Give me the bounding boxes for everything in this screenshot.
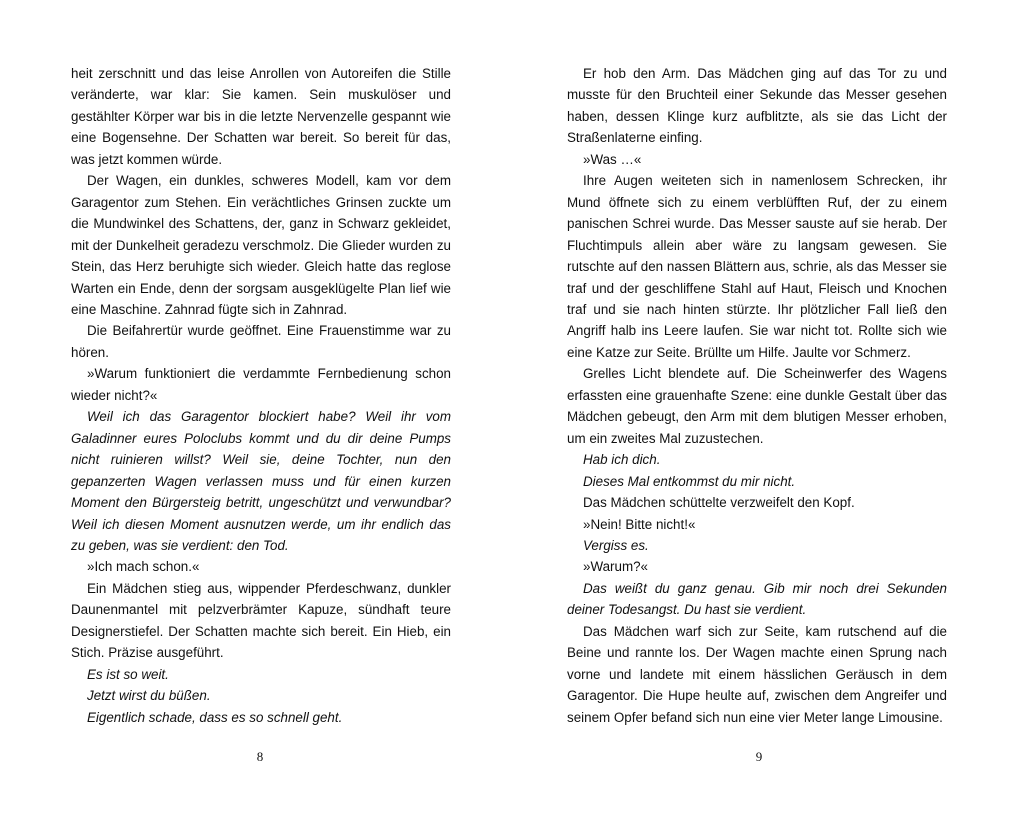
- paragraph: Grelles Licht blendete auf. Die Scheinwerfer des Wagens erfassten eine grauenhafte Szene: eine dunkle Gestalt über das Mädchen gebeugt, den Arm mit dem blutigen Messer erhoben, um ein zweites Mal zuzustechen.: [567, 366, 947, 446]
- paragraph: Das Mädchen schüttelte verzweifelt den Kopf.: [583, 495, 855, 511]
- dialogue-line: »Nein! Bitte nicht!«: [583, 516, 696, 532]
- paragraph: Er hob den Arm. Das Mädchen ging auf das Tor zu und musste für den Bruchteil einer Sekunde das Messer gesehen haben, dessen Klinge kurz aufblitzte, als sie das Licht der Straßenlaterne einfing.: [567, 66, 947, 146]
- paragraph: Der Wagen, ein dunkles, schweres Modell, kam vor dem Garagentor zum Stehen. Ein verächtliches Grinsen zuckte um die Mundwinkel des Schattens, der, ganz in Schwarz gekleidet, mit der Dunkelheit geradezu verschmolz. Die Glieder wurden zu Stein, das Herz beruhigte sich wieder. Gleich hatte das reglose Warten ein Ende, denn der sorgsam ausgeklügelte Plan lief wie eine Maschine. Zahnrad fügte sich in Zahnrad.: [71, 173, 451, 317]
- italic-thought: Das weißt du ganz genau. Gib mir noch drei Sekunden deiner Todesangst. Du hast sie verdient.: [567, 580, 947, 618]
- italic-thought: Hab ich dich.: [583, 452, 661, 468]
- paragraph: Die Beifahrertür wurde geöffnet. Eine Frauenstimme war zu hören.: [71, 323, 451, 360]
- dialogue-line: »Warum funktioniert die verdammte Fernbedienung schon wieder nicht?«: [71, 366, 451, 403]
- italic-thought: Es ist so weit.: [87, 666, 169, 682]
- dialogue-line: »Was …«: [583, 151, 642, 167]
- page-number-left: 8: [256, 749, 264, 764]
- dialogue-line: »Ich mach schon.«: [87, 559, 200, 575]
- page-number-right: 9: [755, 749, 763, 764]
- paragraph: Ein Mädchen stieg aus, wippender Pferdeschwanz, dunkler Daunenmantel mit pelzverbrämter Kapuze, sündhaft teure Designerstiefel. Der Schatten machte sich bereit. Ein Hieb, ein Stich. Präzise ausgeführt.: [71, 580, 451, 661]
- italic-thought: Vergiss es.: [583, 537, 649, 553]
- dialogue-line: »Warum?«: [583, 559, 648, 575]
- right-page-text: [567, 63, 947, 728]
- italic-thought: Dieses Mal entkommst du mir nicht.: [583, 473, 796, 489]
- paragraph: Das Mädchen warf sich zur Seite, kam rutschend auf die Beine und rannte los. Der Wagen machte einen Sprung nach vorne und landete mit einem hässlichen Geräusch in dem Garagentor. Die Hupe heulte auf, zwischen dem Angreifer und seinem Opfer befand sich nun eine vier Meter lange Limousine.: [567, 623, 947, 725]
- italic-thought: Weil ich das Garagentor blockiert habe? Weil ihr vom Galadinner eures Poloclubs kommt und du dir deine Pumps nicht ruinieren willst? Weil sie, deine Tochter, nun den gepanzerten Wagen verlassen muss und für einen kurzen Moment den Bürgersteig betritt, ungeschützt und verwundbar? Weil ich diesen Moment ausnutzen werde, um ihr endlich das zu geben, was sie verdient: den Tod.: [71, 409, 451, 553]
- italic-thought: Jetzt wirst du büßen.: [87, 688, 211, 704]
- paragraph: heit zerschnitt und das leise Anrollen von Autoreifen die Stille veränderte, war klar: Sie kamen. Sein muskulöser und gestählter Körper war bis in die letzte Nervenzelle gespannt wie eine Bogensehne. Der Schatten war bereit. So bereit für das, was jetzt kommen würde.: [71, 66, 451, 167]
- paragraph: Ihre Augen weiteten sich in namenlosem Schrecken, ihr Mund öffnete sich zu einem verblüfften Ruf, der zu einem panischen Schrei wurde. Das Messer sauste auf sie herab. Der Fluchtimpuls allein aber wäre zu langsam gewesen. Sie rutschte auf den nassen Blättern aus, schrie, als das Messer sie traf und der geschliffene Stahl auf Haut, Fleisch und Knochen traf und sie nach hinten stürzte. Ihr plötzlicher Fall ließ den Angriff halb ins Leere laufen. Sie war nicht tot. Rollte sich wie eine Katze zur Seite. Brüllte um Hilfe. Jaulte vor Schmerz.: [567, 173, 947, 360]
- left-page-text: [71, 63, 451, 728]
- italic-thought: Eigentlich schade, dass es so schnell geht.: [87, 709, 343, 725]
